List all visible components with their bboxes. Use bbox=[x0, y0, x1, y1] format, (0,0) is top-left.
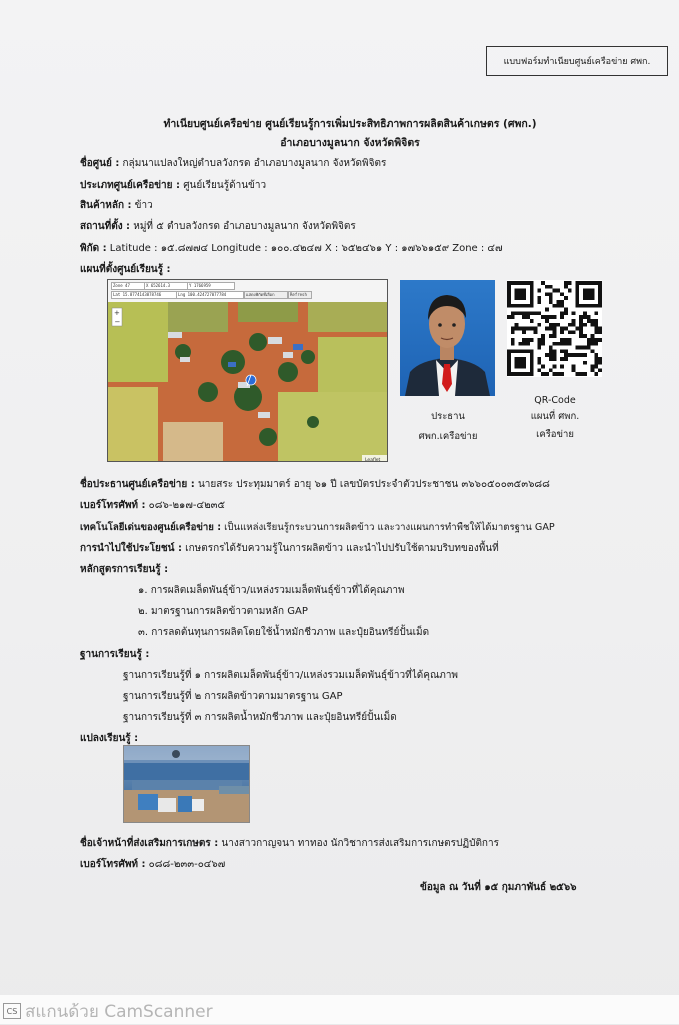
coordinates-value: Latitude : ๑๕.๘๗๗๔ Longitude : ๑๐๐.๔๒๔๗ X : ๖๕๒๔๖๑ Y : ๑๗๖๖๑๕๙ Zone : ๔๗ bbox=[106, 243, 503, 254]
chairman-name-row bbox=[80, 477, 550, 492]
map-lat-field: Lat 15.8774143878746 bbox=[111, 291, 177, 299]
main-product-value: ข้าว bbox=[131, 200, 153, 211]
map-heading: แผนที่ตั้งศูนย์เรียนรู้ : bbox=[80, 264, 171, 275]
officer-name-label: ชื่อเจ้าหน้าที่ส่งเสริมการเกษตร : bbox=[80, 838, 219, 849]
officer-phone-label: เบอร์โทรศัพท์ : bbox=[80, 859, 146, 870]
qr-code-image bbox=[507, 280, 602, 377]
map-refresh-button: Refresh bbox=[288, 291, 312, 299]
form-label: แบบฟอร์มทำเนียบศูนย์เครือข่าย ศพก. bbox=[503, 57, 651, 67]
location-value: หมู่ที่ ๕ ตำบลวังกรด อำเภอบางมูลนาก จังหวัดพิจิตร bbox=[130, 221, 356, 232]
satellite-image bbox=[108, 302, 388, 462]
qr-caption: QR-Code แผนที่ ศพก. เครือข่าย bbox=[530, 395, 580, 440]
location-row bbox=[80, 219, 356, 234]
map-x-field: X 652614.3 bbox=[144, 282, 188, 290]
center-type-row bbox=[80, 178, 266, 193]
curriculum-heading: หลักสูตรการเรียนรู้ : bbox=[80, 564, 169, 575]
main-product-row bbox=[80, 198, 153, 213]
center-type-label: ประเภทศูนย์เครือข่าย : bbox=[80, 180, 181, 191]
coordinates-row bbox=[80, 241, 503, 256]
technology-label: เทคโนโลยีเด่นของศูนย์เครือข่าย : bbox=[80, 522, 222, 533]
center-name-value: กลุ่มนาแปลงใหญ่ตำบลวังกรด อำเภอบางมูลนาก จังหวัดพิจิตร bbox=[119, 158, 387, 169]
chairman-phone-label: เบอร์โทรศัพท์ : bbox=[80, 500, 146, 511]
svg-text:+: + bbox=[114, 309, 120, 317]
title-line-1: ทำเนียบศูนย์เครือข่าย ศูนย์เรียนรู้การเพิ่มประสิทธิภาพการผลิตสินค้าเกษตร (ศพก.) bbox=[163, 118, 537, 130]
application-row bbox=[80, 541, 499, 556]
form-label-box bbox=[486, 46, 668, 76]
chairman-phone-row bbox=[80, 498, 225, 513]
chairman-photo bbox=[400, 280, 495, 396]
svg-text:−: − bbox=[114, 318, 121, 326]
camscanner-logo: CS bbox=[3, 1003, 21, 1019]
plot-heading: แปลงเรียนรู้ : bbox=[80, 733, 139, 744]
chairman-phone-value: ๐๘๖-๒๑๗-๔๒๓๕ bbox=[145, 500, 226, 511]
station-item: ฐานการเรียนรู้ที่ ๒ การผลิตข้าวตามมาตรฐาน GAP bbox=[123, 691, 343, 702]
chairman-name-value: นายสระ ประทุมมาตร์ อายุ ๖๑ ปี เลขบัตรประจำตัวประชาชน ๓๖๖๐๕๐๐๓๕๓๖๘๘ bbox=[194, 479, 550, 490]
center-type-value: ศูนย์เรียนรู้ด้านข้าว bbox=[180, 180, 267, 191]
main-product-label: สินค้าหลัก : bbox=[80, 200, 132, 211]
technology-row bbox=[80, 520, 555, 535]
map-y-field: Y 1766959 bbox=[187, 282, 235, 290]
center-name-label: ชื่อศูนย์ : bbox=[80, 158, 120, 169]
data-date: ข้อมูล ณ วันที่ ๑๕ กุมภาพันธ์ ๒๕๖๖ bbox=[420, 882, 577, 893]
learning-plot-photo bbox=[123, 745, 250, 823]
application-label: การนำไปใช้ประโยชน์ : bbox=[80, 543, 182, 554]
technology-value: เป็นแหล่งเรียนรู้กระบวนการผลิตข้าว และวางแผนการทำพืชให้ได้มาตรฐาน GAP bbox=[221, 522, 555, 533]
camscanner-watermark: สแกนด้วย CamScanner bbox=[25, 1002, 213, 1022]
curriculum-item: ๓. การลดต้นทุนการผลิตโดยใช้น้ำหมักชีวภาพ และปุ๋ยอินทรีย์ปั้นเม็ด bbox=[138, 627, 430, 638]
officer-name-row bbox=[80, 836, 499, 851]
officer-phone-value: ๐๘๘-๒๓๓-๐๔๖๗ bbox=[145, 859, 226, 870]
stations-heading: ฐานการเรียนรู้ : bbox=[80, 649, 150, 660]
map-convert-button: แสดงพิกัดที่เลือก bbox=[244, 291, 288, 299]
officer-name-value: นางสาวกาญจนา ทาทอง นักวิชาการส่งเสริมการเกษตรปฏิบัติการ bbox=[218, 838, 499, 849]
station-item: ฐานการเรียนรู้ที่ ๓ การผลิตน้ำหมักชีวภาพ และปุ๋ยอินทรีย์ปั้นเม็ด bbox=[123, 712, 397, 723]
map-toolbar bbox=[108, 280, 387, 303]
curriculum-item: ๒. มาตรฐานการผลิตข้าวตามหลัก GAP bbox=[138, 606, 308, 617]
map-zone-field: Zone 47 bbox=[111, 282, 145, 290]
center-name-row bbox=[80, 156, 386, 171]
curriculum-item: ๑. การผลิตเมล็ดพันธุ์ข้าว/แหล่งรวมเมล็ดพันธุ์ข้าวที่ได้คุณภาพ bbox=[138, 585, 405, 596]
station-item: ฐานการเรียนรู้ที่ ๑ การผลิตเมล็ดพันธุ์ข้าว/แหล่งรวมเมล็ดพันธุ์ข้าวที่ได้คุณภาพ bbox=[123, 670, 459, 681]
chairman-name-label: ชื่อประธานศูนย์เครือข่าย : bbox=[80, 479, 195, 490]
location-label: สถานที่ตั้ง : bbox=[80, 221, 131, 232]
coordinates-label: พิกัด : bbox=[80, 243, 107, 254]
chairman-caption: ประธาน ศพก.เครือข่าย bbox=[418, 411, 478, 442]
application-value: เกษตรกรได้รับความรู้ในการผลิตข้าว และนำไปปรับใช้ตามบริบทของพื้นที่ bbox=[181, 543, 499, 554]
location-map-image bbox=[107, 279, 388, 462]
map-lng-field: Lng 100.424727077784 bbox=[176, 291, 244, 299]
officer-phone-row bbox=[80, 857, 225, 872]
title-line-2: อำเภอบางมูลนาก จังหวัดพิจิตร bbox=[280, 137, 420, 149]
map-attribution: Leaflet bbox=[365, 458, 381, 463]
